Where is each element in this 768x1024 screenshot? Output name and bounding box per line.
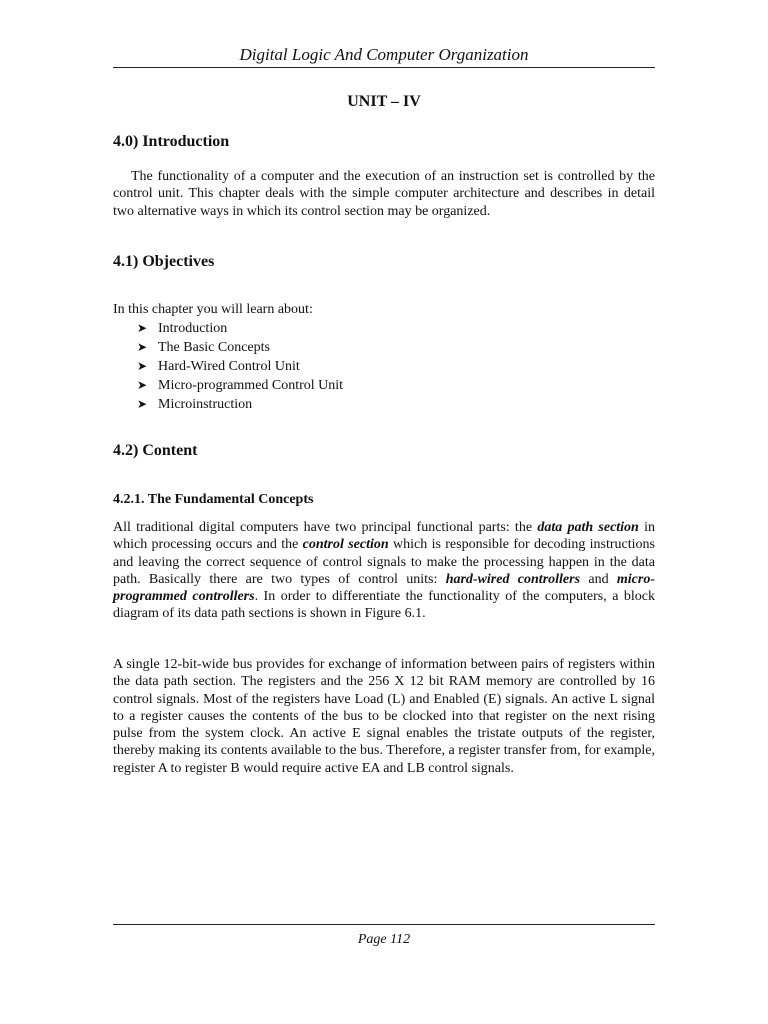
intro-paragraph: The functionality of a computer and the execution of an instruction set is controlled by the control unit. This chapter deals with the simple computer architecture and describes in detail two alternative ways in which its control section may be organized. <box>113 169 655 219</box>
page-number: Page 112 <box>357 932 411 947</box>
list-item <box>137 357 343 376</box>
fundamental-concepts-heading: 4.2.1. The Fundamental Concepts <box>113 492 314 507</box>
running-header: Digital Logic And Computer Organization <box>239 45 529 64</box>
unit-title: UNIT – IV <box>347 93 421 110</box>
fundamental-concepts-paragraph <box>113 519 655 623</box>
objectives-list <box>137 319 343 414</box>
intro-heading: 4.0) Introduction <box>113 133 230 150</box>
arrowhead-bullet-icon: ➤ <box>137 397 148 411</box>
arrowhead-bullet-icon: ➤ <box>137 359 148 373</box>
list-item-label: Microinstruction <box>158 397 253 412</box>
arrowhead-bullet-icon: ➤ <box>137 340 148 354</box>
text-run: in which processing occurs and the <box>113 520 656 553</box>
arrowhead-bullet-icon: ➤ <box>137 378 148 392</box>
list-item-label: Micro-programmed Control Unit <box>158 378 344 393</box>
list-item <box>137 319 343 338</box>
list-item-label: The Basic Concepts <box>158 340 270 355</box>
list-item-label: Introduction <box>158 321 228 336</box>
emphasis-micro-programmed-controllers: micro-programmed controllers <box>113 571 656 605</box>
content-heading: 4.2) Content <box>113 442 198 459</box>
emphasis-hard-wired-controllers: hard-wired controllers <box>445 571 581 587</box>
emphasis-control-section: control section <box>302 537 389 553</box>
footer-rule <box>113 924 655 925</box>
header-rule <box>113 67 655 68</box>
objectives-lead: In this chapter you will learn about: <box>113 302 313 317</box>
document-page <box>113 0 655 1024</box>
list-item <box>137 395 343 414</box>
text-run: All traditional digital computers have two principal functional parts: the <box>113 520 538 535</box>
bus-description-paragraph: A single 12-bit-wide bus provides for exchange of information between pairs of registers within the data path section. The registers and the 256 X 12 bit RAM memory are controlled by 16 control signals. Most of the registers have Load (L) and Enabled (E) signals. An active L signal to a register causes the contents of the bus to be clocked into that register on the next rising pulse from the system clock. An active E signal enables the tristate outputs of the register, thereby making its contents available to the bus. Therefore, a register transfer from, for example, register A to register B would require active EA and LB control signals. <box>113 657 655 776</box>
list-item <box>137 376 343 395</box>
text-run: . In order to differentiate the functionality of the computers, a block diagram of its data path sections is shown in Figure 6.1. <box>113 589 656 622</box>
emphasis-data-path-section: data path section <box>537 520 639 535</box>
arrowhead-bullet-icon: ➤ <box>137 321 148 335</box>
objectives-heading: 4.1) Objectives <box>113 253 215 270</box>
text-run: and <box>580 571 617 587</box>
list-item <box>137 338 343 357</box>
list-item-label: Hard-Wired Control Unit <box>158 359 300 374</box>
text-run: which is responsible for decoding instructions and leaving the correct sequence of control signals to make the processing happen in the data path. Basically there are two types of control units: <box>113 537 656 587</box>
